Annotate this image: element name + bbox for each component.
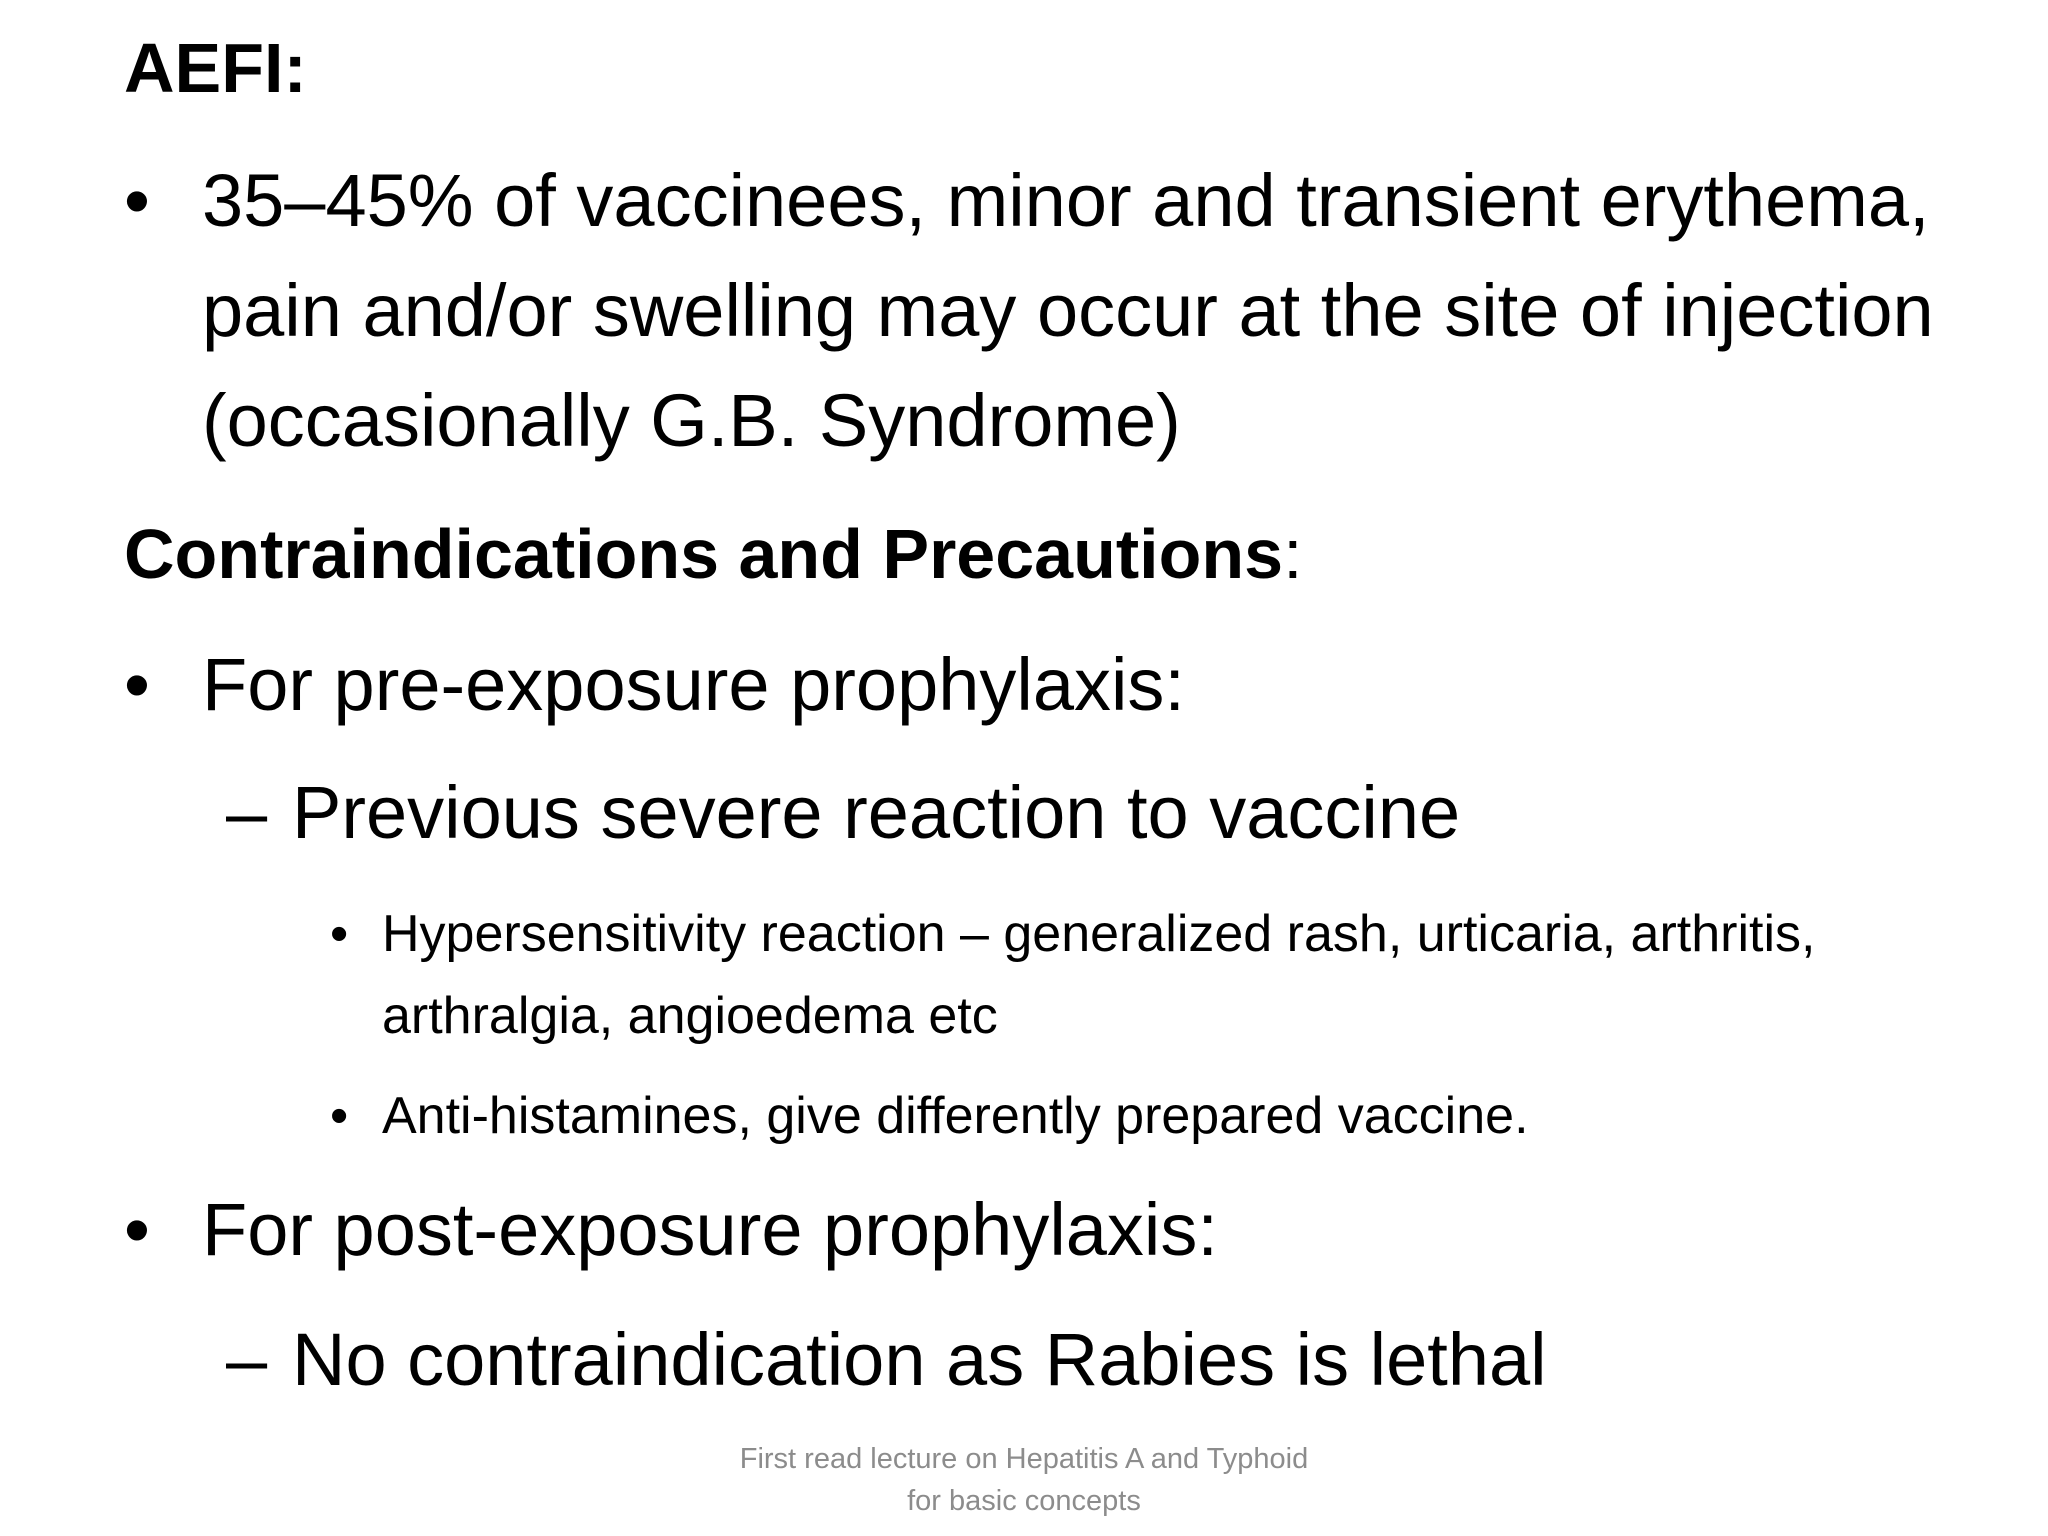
- aefi-heading: AEFI:: [124, 29, 307, 107]
- post-exposure-bullet: [124, 1175, 2048, 1285]
- post-exposure-sub-text: No contraindication as Rabies is lethal: [292, 1318, 1547, 1401]
- pre-exposure-bullet: [124, 630, 2048, 740]
- pre-exposure-sub-item: [226, 758, 1460, 868]
- contraindications-heading: [124, 514, 1303, 594]
- antihistamines-text: Anti-histamines, give differently prepared vaccine.: [382, 1087, 1529, 1145]
- hypersensitivity-text: Hypersensitivity reaction – generalized rash, urticaria, arthritis, arthralgia, angioedema etc: [382, 905, 1816, 1045]
- hypersensitivity-item: [330, 893, 2002, 1057]
- pre-exposure-sub-text: Previous severe reaction to vaccine: [292, 771, 1461, 854]
- contraindications-heading-colon: :: [1283, 515, 1303, 593]
- pre-exposure-text: For pre-exposure prophylaxis:: [202, 643, 1185, 726]
- contraindications-heading-text: Contraindications and Precautions: [124, 515, 1284, 593]
- footer-note: First read lecture on Hepatitis A and Typhoid for basic concepts: [739, 1443, 1309, 1517]
- antihistamines-item: [330, 1075, 2002, 1157]
- bullet-marker: •: [124, 1188, 150, 1271]
- post-exposure-sub-item: [226, 1305, 1547, 1415]
- bullet-marker: •: [330, 905, 349, 963]
- aefi-bullet: [124, 146, 2048, 476]
- bullet-marker: •: [124, 159, 150, 242]
- bullet-marker: •: [124, 643, 150, 726]
- post-exposure-text: For post-exposure prophylaxis:: [202, 1188, 1218, 1271]
- aefi-bullet-text: 35–45% of vaccinees, minor and transient erythema, pain and/or swelling may occur at the site of injection (occasionally G.B. Syndrome): [202, 159, 1934, 462]
- dash-marker: –: [226, 1318, 268, 1401]
- bullet-marker: •: [330, 1087, 349, 1145]
- dash-marker: –: [226, 771, 268, 854]
